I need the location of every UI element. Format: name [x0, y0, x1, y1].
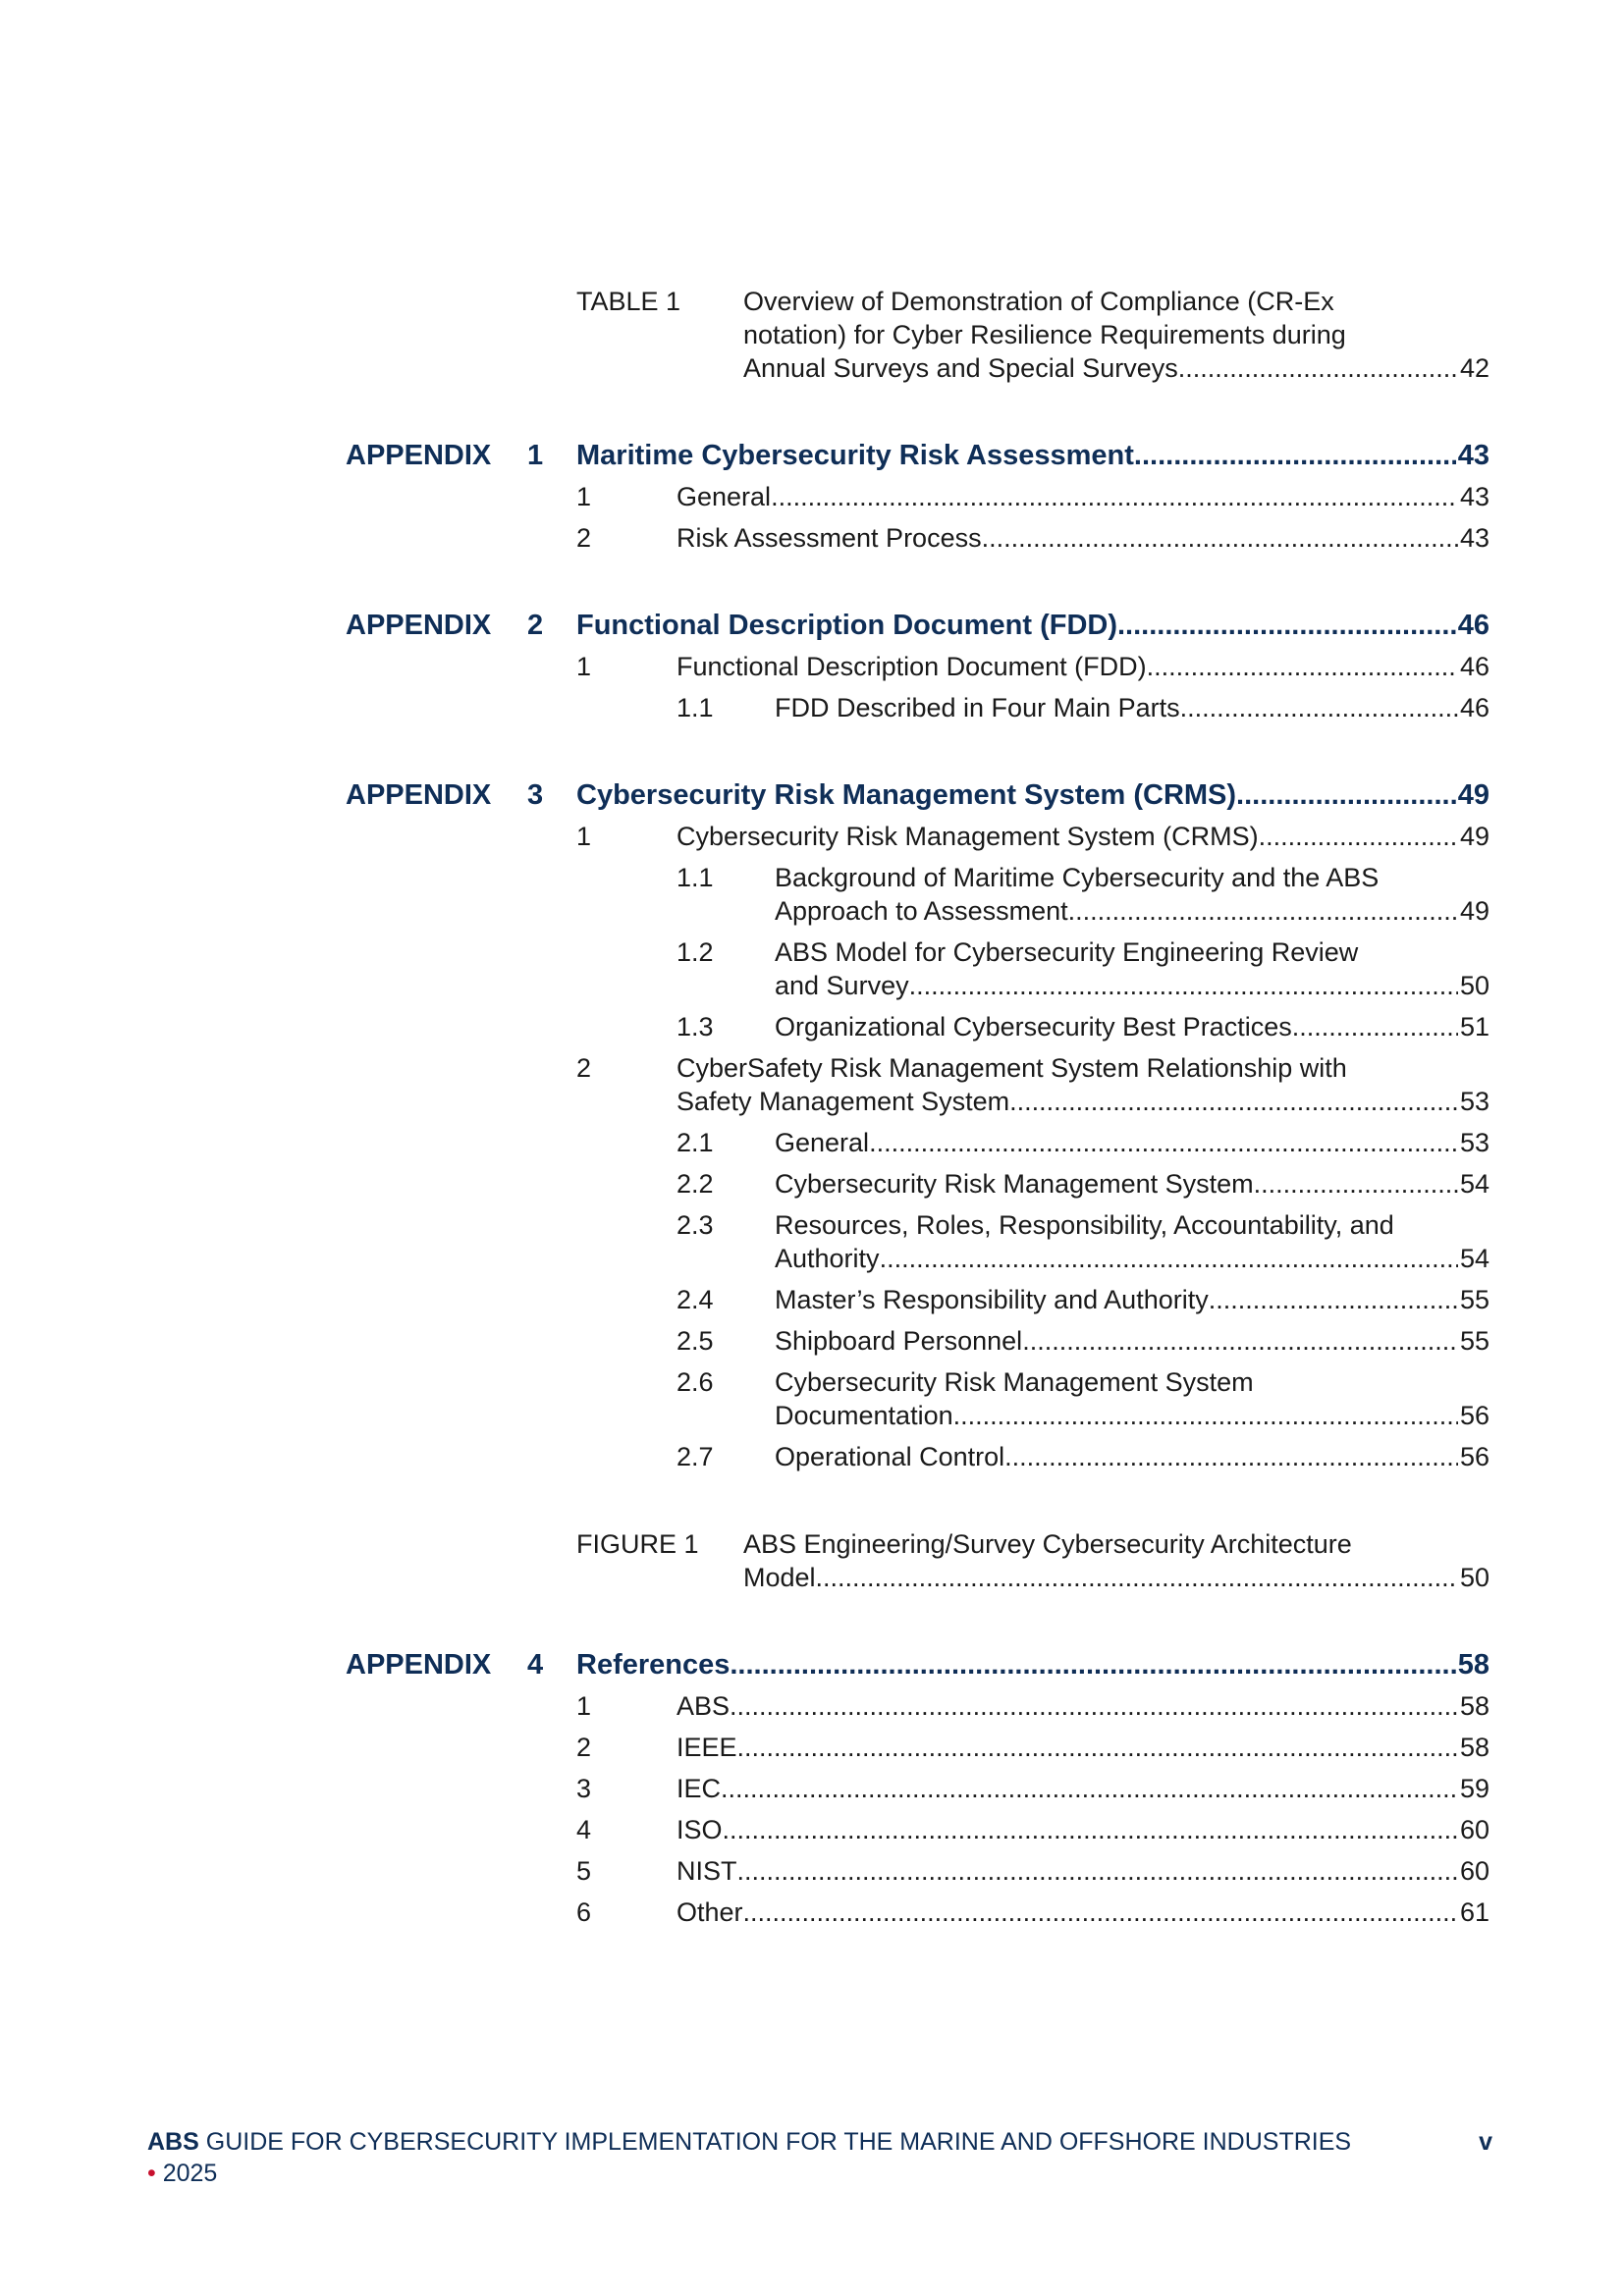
subitem-title-line2: Documentation: [775, 1401, 953, 1430]
subitem-number: 2.4: [677, 1285, 714, 1314]
subitem-page: 50: [1459, 971, 1489, 1000]
item-number: 3: [576, 1774, 592, 1803]
item-title: Functional Description Document (FDD): [677, 652, 1147, 681]
subitem-title: Master’s Responsibility and Authority: [775, 1285, 1209, 1314]
subitem-title: Cybersecurity Risk Management System: [775, 1169, 1254, 1199]
item-page: 61: [1459, 1897, 1489, 1927]
subitem-title-line1: Resources, Roles, Responsibility, Accountability, and: [775, 1210, 1394, 1240]
subitem-page: 54: [1459, 1244, 1489, 1273]
item-title-line1: CyberSafety Risk Management System Relationship with: [677, 1053, 1347, 1083]
subitem-page: 54: [1459, 1169, 1489, 1199]
item-number: 6: [576, 1897, 592, 1927]
subitem-title-line2: Authority: [775, 1244, 880, 1273]
subitem-title-line1: Background of Maritime Cybersecurity and the ABS: [775, 863, 1380, 892]
figure-entry-line2[interactable]: [743, 1561, 1489, 1594]
subitem-page: 56: [1459, 1442, 1489, 1471]
toc-subitem-cont[interactable]: [775, 894, 1489, 928]
subitem-page: 55: [1459, 1285, 1489, 1314]
appendix-title: Cybersecurity Risk Management System (CRMS): [576, 779, 1237, 811]
toc-item[interactable]: [576, 1051, 1489, 1085]
item-number: 2: [576, 1053, 592, 1083]
subitem-number: 1.1: [677, 863, 714, 892]
item-page: 43: [1459, 482, 1489, 511]
subitem-number: 2.7: [677, 1442, 714, 1471]
item-title: NIST: [677, 1856, 737, 1886]
toc-subitem[interactable]: [677, 1010, 1489, 1043]
appendix-page: 46: [1457, 610, 1489, 641]
table-title-line3: Annual Surveys and Special Surveys: [743, 353, 1178, 383]
appendix-label: APPENDIX: [346, 1649, 492, 1681]
toc-item[interactable]: [576, 1731, 1489, 1764]
item-number: 2: [576, 1733, 592, 1762]
item-title: Risk Assessment Process: [677, 523, 982, 553]
toc-subitem[interactable]: [677, 1365, 1489, 1399]
subitem-page: 51: [1459, 1012, 1489, 1041]
toc-subitem[interactable]: [677, 1283, 1489, 1316]
footer-title-line: [147, 2126, 1492, 2158]
figure-entry-line1: [576, 1527, 1489, 1561]
item-page: 58: [1459, 1733, 1489, 1762]
appendix-title: Functional Description Document (FDD): [576, 610, 1117, 641]
appendix-number: 3: [527, 779, 544, 811]
appendix-3-heading[interactable]: [346, 778, 1489, 812]
item-number: 2: [576, 523, 592, 553]
toc-subitem-cont[interactable]: [775, 1399, 1489, 1432]
subitem-number: 1.3: [677, 1012, 714, 1041]
appendix-number: 4: [527, 1649, 544, 1681]
toc-subitem-cont[interactable]: [775, 1242, 1489, 1275]
page-footer: [147, 2126, 1492, 2189]
appendix-label: APPENDIX: [346, 779, 492, 811]
toc-item[interactable]: [576, 1854, 1489, 1888]
toc-subitem-cont[interactable]: [775, 969, 1489, 1002]
item-title-line2: Safety Management System: [677, 1087, 1010, 1116]
appendix-title: References: [576, 1649, 731, 1681]
item-title: IEEE: [677, 1733, 737, 1762]
footer-title: GUIDE FOR CYBERSECURITY IMPLEMENTATION FOR THE MARINE AND OFFSHORE INDUSTRIES: [198, 2128, 1352, 2156]
toc-subitem[interactable]: [677, 935, 1489, 969]
subitem-page: 55: [1459, 1326, 1489, 1356]
item-number: 1: [576, 482, 592, 511]
table-title-line2: notation) for Cyber Resilience Requirements during: [743, 320, 1346, 349]
toc-subitem[interactable]: [677, 1324, 1489, 1358]
subitem-title: General: [775, 1128, 870, 1157]
subitem-number: 1.2: [677, 937, 714, 967]
item-title: ABS: [677, 1691, 731, 1721]
item-title: General: [677, 482, 772, 511]
item-title: ISO: [677, 1815, 723, 1844]
table-entry-line2: [743, 318, 1489, 351]
figure-title-line2: Model: [743, 1563, 816, 1592]
subitem-title-line2: and Survey: [775, 971, 909, 1000]
toc-subitem[interactable]: [677, 691, 1489, 724]
table-entry-line1: [576, 285, 1489, 318]
item-number: 1: [576, 652, 592, 681]
toc-item[interactable]: [576, 521, 1489, 555]
toc-subitem[interactable]: [677, 1208, 1489, 1242]
footer-year-line: [147, 2158, 1492, 2189]
appendix-page: 43: [1457, 440, 1489, 471]
figure-title-line1: ABS Engineering/Survey Cybersecurity Architecture: [743, 1529, 1352, 1559]
subitem-page: 49: [1459, 896, 1489, 926]
subitem-page: 53: [1459, 1128, 1489, 1157]
subitem-title: Shipboard Personnel: [775, 1326, 1023, 1356]
toc-subitem[interactable]: [677, 1167, 1489, 1201]
footer-bullet: •: [147, 2160, 156, 2187]
item-page: 49: [1459, 822, 1489, 851]
toc-subitem[interactable]: [677, 1440, 1489, 1473]
appendix-2-heading[interactable]: [346, 609, 1489, 642]
subitem-title-line1: Cybersecurity Risk Management System: [775, 1367, 1254, 1397]
item-page: 60: [1459, 1856, 1489, 1886]
appendix-number: 2: [527, 610, 544, 641]
table-page: 42: [1459, 353, 1489, 383]
item-page: 58: [1459, 1691, 1489, 1721]
subitem-number: 2.3: [677, 1210, 714, 1240]
page-number: v: [1479, 2128, 1492, 2156]
figure-page: 50: [1459, 1563, 1489, 1592]
item-title: Cybersecurity Risk Management System (CRMS): [677, 822, 1259, 851]
item-page: 60: [1459, 1815, 1489, 1844]
appendix-title: Maritime Cybersecurity Risk Assessment: [576, 440, 1134, 471]
toc-item-cont[interactable]: [677, 1085, 1489, 1118]
item-page: 46: [1459, 652, 1489, 681]
item-title: Other: [677, 1897, 743, 1927]
subitem-number: 2.1: [677, 1128, 714, 1157]
table-label: TABLE 1: [576, 287, 681, 316]
item-number: 5: [576, 1856, 592, 1886]
appendix-page: 49: [1457, 779, 1489, 811]
subitem-number: 2.6: [677, 1367, 714, 1397]
footer-year: 2025: [155, 2160, 218, 2187]
subitem-title: Organizational Cybersecurity Best Practices: [775, 1012, 1292, 1041]
subitem-title: FDD Described in Four Main Parts: [775, 693, 1180, 722]
subitem-number: 2.2: [677, 1169, 714, 1199]
item-number: 4: [576, 1815, 592, 1844]
appendix-4-heading[interactable]: [346, 1648, 1489, 1682]
footer-brand: ABS: [147, 2128, 199, 2156]
item-title: IEC: [677, 1774, 722, 1803]
subitem-title: Operational Control: [775, 1442, 1005, 1471]
item-page: 53: [1459, 1087, 1489, 1116]
figure-label: FIGURE 1: [576, 1529, 699, 1559]
appendix-page: 58: [1457, 1649, 1489, 1681]
toc-subitem[interactable]: [677, 861, 1489, 894]
appendix-label: APPENDIX: [346, 440, 492, 471]
toc-item[interactable]: [576, 650, 1489, 683]
subitem-title-line1: ABS Model for Cybersecurity Engineering Review: [775, 937, 1359, 967]
appendix-label: APPENDIX: [346, 610, 492, 641]
toc-item[interactable]: [576, 1689, 1489, 1723]
subitem-title-line2: Approach to Assessment: [775, 896, 1068, 926]
appendix-1-heading[interactable]: [346, 439, 1489, 472]
item-number: 1: [576, 822, 592, 851]
item-page: 43: [1459, 523, 1489, 553]
item-page: 59: [1459, 1774, 1489, 1803]
item-number: 1: [576, 1691, 592, 1721]
subitem-page: 56: [1459, 1401, 1489, 1430]
toc-item[interactable]: [576, 1813, 1489, 1846]
toc-item[interactable]: [576, 820, 1489, 853]
toc-item[interactable]: [576, 480, 1489, 513]
appendix-number: 1: [527, 440, 544, 471]
table-title-line1: Overview of Demonstration of Compliance (CR-Ex: [743, 287, 1334, 316]
table-entry-line3[interactable]: [743, 351, 1489, 385]
toc-item[interactable]: [576, 1896, 1489, 1929]
subitem-page: 46: [1459, 693, 1489, 722]
subitem-number: 1.1: [677, 693, 714, 722]
toc-item[interactable]: [576, 1772, 1489, 1805]
toc-subitem[interactable]: [677, 1126, 1489, 1159]
subitem-number: 2.5: [677, 1326, 714, 1356]
